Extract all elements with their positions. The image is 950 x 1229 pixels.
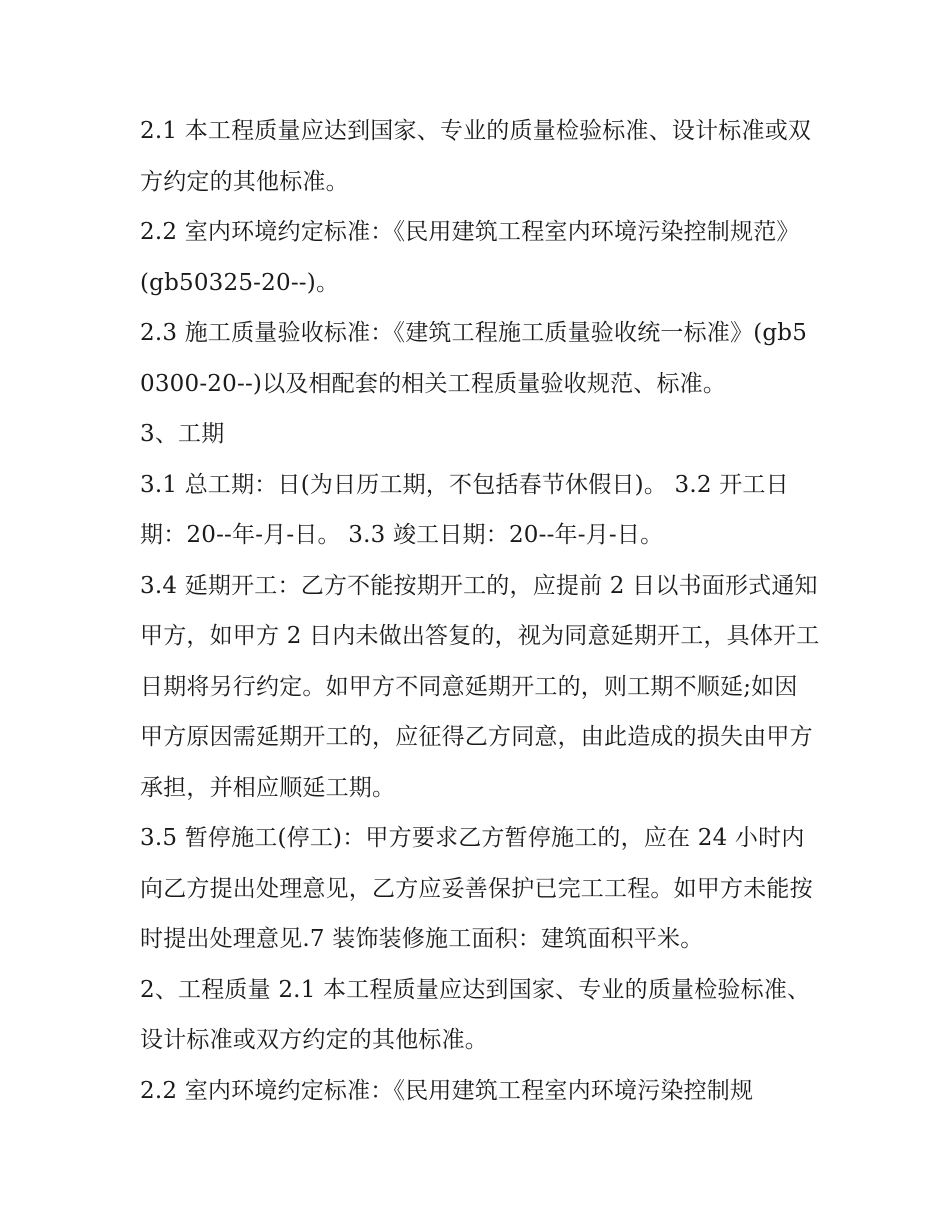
section-heading-schedule: 3、工期: [140, 421, 225, 447]
paragraph-project-quality: 2、工程质量 2.1 本工程质量应达到国家、专业的质量检验标准、设计标准或双方约定的其他标准。: [140, 976, 811, 1053]
paragraph-suspension: 3.5 暂停施工(停工)：甲方要求乙方暂停施工的，应在 24 小时内向乙方提出处理意见，乙方应妥善保护已完工工程。如甲方未能按时提出处理意见.7 装饰装修施工面积：建筑面积平米。: [140, 825, 813, 952]
paragraph-quality-standard: 2.1 本工程质量应达到国家、专业的质量检验标准、设计标准或双方约定的其他标准。: [140, 118, 812, 195]
paragraph-delayed-start: 3.4 延期开工：乙方不能按期开工的，应提前 2 日以书面形式通知甲方，如甲方 2 日内未做出答复的，视为同意延期开工，具体开工日期将另行约定。如甲方不同意延期开工的，则工期不顺延;如因甲方原因需延期开工的，应征得乙方同意，由此造成的损失由甲方承担，并相应顺延工期。: [140, 572, 820, 801]
paragraph-indoor-environment-standard-repeat: 2.2 室内环境约定标准：《民用建筑工程室内环境污染控制规: [140, 1077, 754, 1104]
paragraph-total-duration: 3.1 总工期：日(为日历工期，不包括春节休假日)。 3.2 开工日期：20--年-月-日。 3.3 竣工日期：20--年-月-日。: [140, 471, 789, 548]
document-body: [140, 106, 820, 1116]
paragraph-indoor-environment-standard: 2.2 室内环境约定标准：《民用建筑工程室内环境污染控制规范》(gb50325-20--)。: [140, 219, 800, 296]
paragraph-acceptance-standard: 2.3 施工质量验收标准：《建筑工程施工质量验收统一标准》(gb50300-20--)以及相配套的相关工程质量验收规范、标准。: [140, 320, 808, 397]
